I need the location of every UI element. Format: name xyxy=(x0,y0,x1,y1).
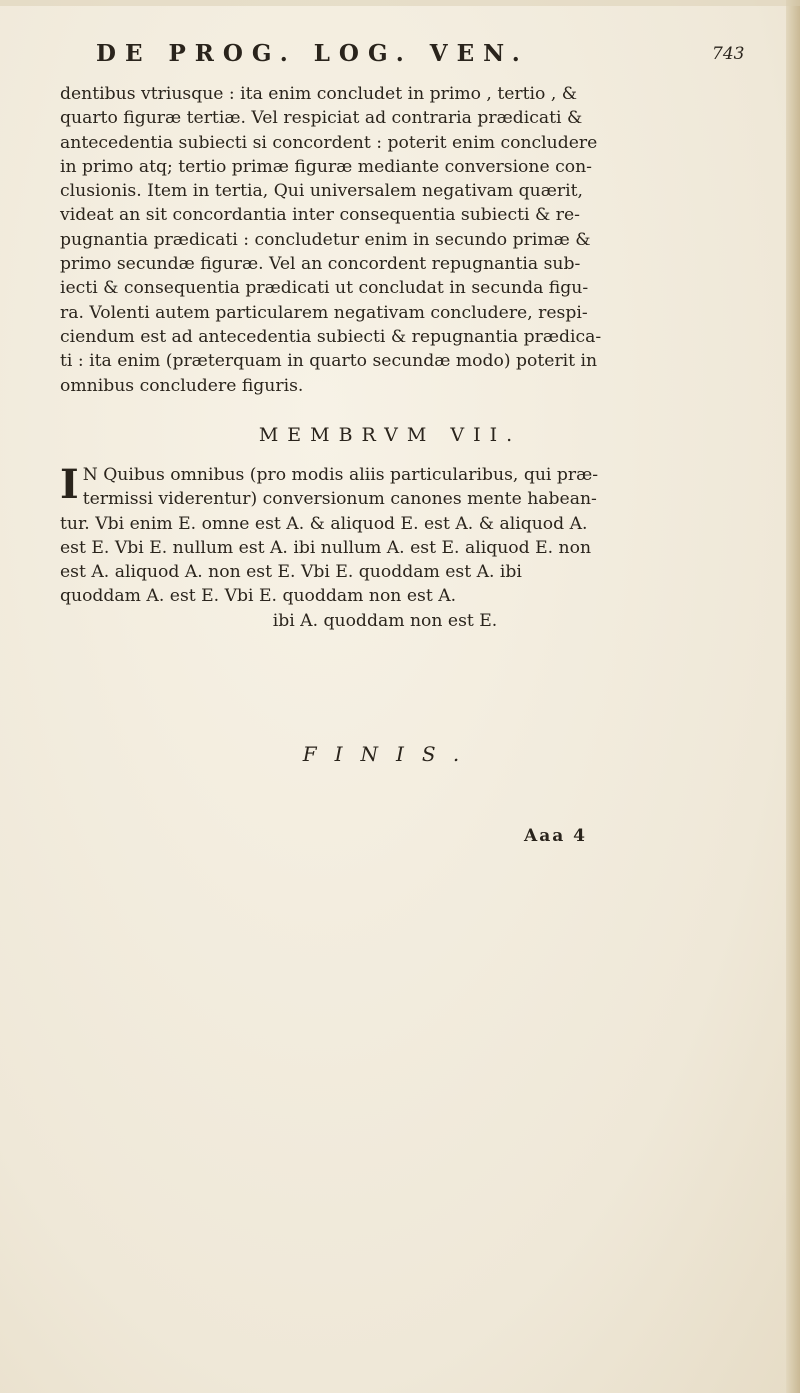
text-line: pugnantia prædicati : concludetur enim in secundo primæ & xyxy=(60,229,591,250)
body-text xyxy=(60,82,750,398)
finis: FINIS. xyxy=(302,742,478,766)
text-line: antecedentia subiecti si concordent : poterit enim concludere xyxy=(60,132,598,153)
text-line: est A. aliquod A. non est E. Vbi E. quoddam est A. ibi xyxy=(60,562,522,583)
text-line: N Quibus omnibus (pro modis aliis particularibus, qui præ- xyxy=(82,465,599,485)
text-line: in primo atq; tertio primæ figuræ mediante conversione con- xyxy=(60,156,592,177)
text-line: est E. Vbi E. nullum est A. ibi nullum A. est E. aliquod E. non xyxy=(60,537,592,558)
text-line: ti : ita enim (præterquam in quarto secundæ modo) poterit in xyxy=(60,351,598,372)
text-line: ibi A. quoddam non est E. xyxy=(272,610,498,631)
catchword: Aaa 4 xyxy=(524,826,587,846)
text-line: iecti & consequentia prædicati ut concludat in secunda figu- xyxy=(60,278,589,299)
text-line: termissi viderentur) conversionum canones mente habean- xyxy=(82,489,597,510)
text-line: quarto figuræ tertiæ. Vel respiciat ad contraria prædicati & xyxy=(60,108,583,129)
text-line: clusionis. Item in tertia, Qui universalem negativam quærit, xyxy=(60,181,583,202)
text-line: omnibus concludere figuris. xyxy=(60,375,304,396)
text-line: ciendum est ad antecedentia subiecti & repugnantia prædica- xyxy=(60,326,602,347)
text-line: videat an sit concordantia inter consequentia subiecti & re- xyxy=(60,205,580,226)
section-text xyxy=(60,463,750,633)
text-line: dentibus vtriusque : ita enim concludet in primo , tertio , & xyxy=(60,84,578,104)
text-line: primo secundæ figuræ. Vel an concordent repugnantia sub- xyxy=(60,254,581,275)
text-line: quoddam A. est E. Vbi E. quoddam non est A. xyxy=(60,586,457,607)
page-number: 743 xyxy=(712,44,745,64)
text-line: tur. Vbi enim E. omne est A. & aliquod E. est A. & aliquod A. xyxy=(60,513,588,534)
section-title: MEMBRVM VII. xyxy=(258,424,522,446)
text-line: ra. Volenti autem particularem negativam concludere, respi- xyxy=(60,302,588,323)
page-edge xyxy=(786,0,800,1393)
running-head: DE PROG. LOG. VEN. xyxy=(96,40,529,67)
drop-cap: I xyxy=(60,461,79,508)
